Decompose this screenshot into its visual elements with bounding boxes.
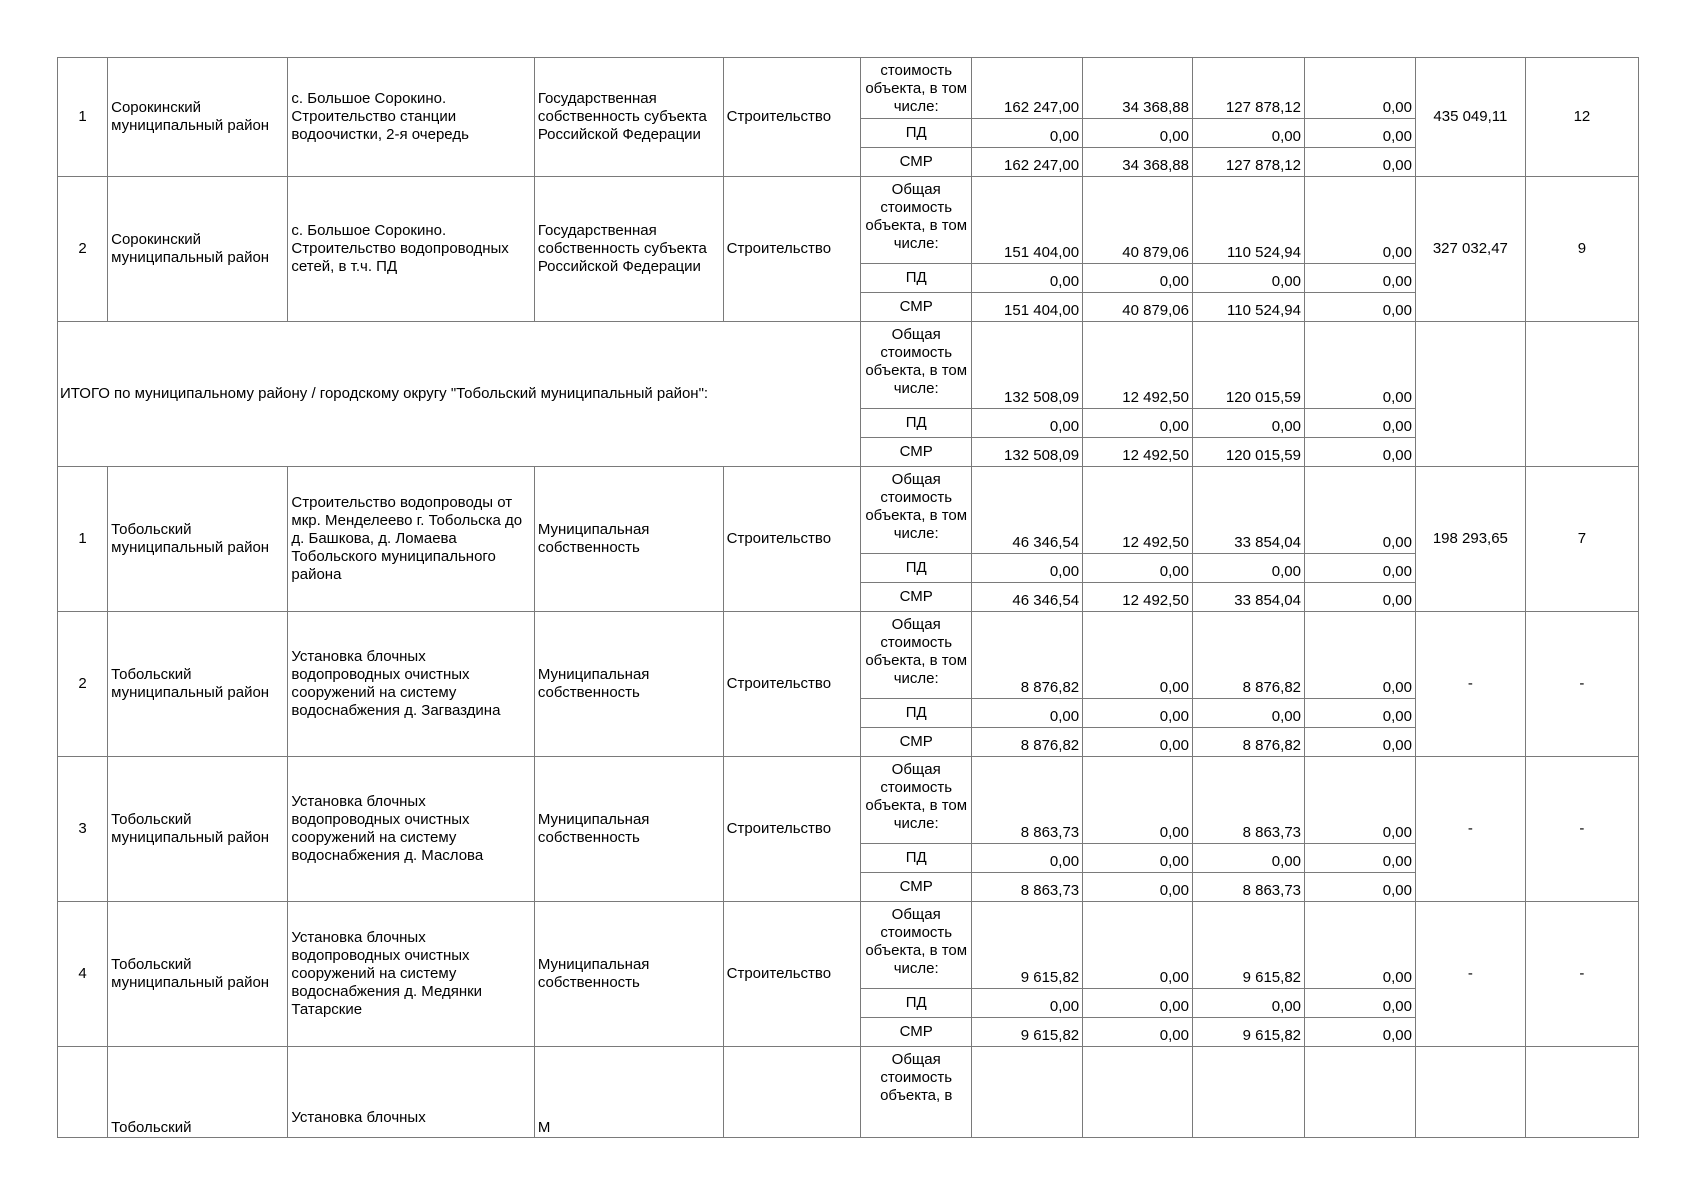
- total-cost-value: 0,00: [1305, 177, 1416, 264]
- pd-label: ПД: [861, 699, 972, 728]
- total-cost-value: 0,00: [1305, 757, 1416, 844]
- total-cost-label: стоимость объекта, в том числе:: [861, 58, 972, 119]
- work-type-cell: [723, 1047, 861, 1138]
- ownership-cell: Муниципальная собственность: [534, 467, 723, 612]
- row-number: 2: [58, 177, 108, 322]
- smr-label: СМР: [861, 438, 972, 467]
- empty-cell: [1083, 1047, 1193, 1138]
- table-body: [58, 58, 1639, 1138]
- total-cost-label: Общая стоимость объекта, в том числе:: [861, 467, 972, 554]
- work-type-cell: Строительство: [723, 467, 861, 612]
- total-cost-label: Общая стоимость объекта, в: [861, 1047, 972, 1138]
- table-row: [58, 612, 1639, 699]
- smr-value: 110 524,94: [1193, 293, 1305, 322]
- pd-value: 0,00: [1083, 699, 1193, 728]
- pd-label: ПД: [861, 409, 972, 438]
- ownership-cell: Государственная собственность субъекта Российской Федерации: [534, 58, 723, 177]
- empty-cell: [972, 1047, 1083, 1138]
- smr-value: 8 876,82: [1193, 728, 1305, 757]
- extra-value: 435 049,11: [1415, 58, 1525, 177]
- table-row: [58, 757, 1639, 844]
- extra-count: 12: [1525, 58, 1638, 177]
- smr-value: 12 492,50: [1083, 583, 1193, 612]
- total-cost-value: 0,00: [1083, 757, 1193, 844]
- table-row-partial: [58, 1047, 1639, 1138]
- total-cost-value: 8 863,73: [972, 757, 1083, 844]
- pd-value: 0,00: [972, 119, 1083, 148]
- pd-value: 0,00: [1083, 409, 1193, 438]
- total-cost-value: 8 863,73: [1193, 757, 1305, 844]
- total-cost-value: 12 492,50: [1083, 322, 1193, 409]
- pd-value: 0,00: [972, 844, 1083, 873]
- total-cost-value: 0,00: [1083, 902, 1193, 989]
- table-row: [58, 177, 1639, 264]
- total-cost-value: 132 508,09: [972, 322, 1083, 409]
- pd-value: 0,00: [1193, 989, 1305, 1018]
- smr-value: 12 492,50: [1083, 438, 1193, 467]
- pd-value: 0,00: [1305, 409, 1416, 438]
- ownership-cell: М: [534, 1047, 723, 1138]
- work-type-cell: Строительство: [723, 902, 861, 1047]
- extra-count: 9: [1525, 177, 1638, 322]
- pd-label: ПД: [861, 989, 972, 1018]
- smr-value: 8 863,73: [1193, 873, 1305, 902]
- smr-value: 46 346,54: [972, 583, 1083, 612]
- smr-value: 40 879,06: [1083, 293, 1193, 322]
- total-cost-value: 33 854,04: [1193, 467, 1305, 554]
- total-cost-value: 0,00: [1305, 902, 1416, 989]
- work-type-cell: Строительство: [723, 612, 861, 757]
- smr-label: СМР: [861, 583, 972, 612]
- total-cost-value: 0,00: [1083, 612, 1193, 699]
- pd-value: 0,00: [972, 989, 1083, 1018]
- pd-value: 0,00: [1193, 264, 1305, 293]
- total-cost-value: 8 876,82: [972, 612, 1083, 699]
- extra-count: -: [1525, 612, 1638, 757]
- extra-value: -: [1415, 612, 1525, 757]
- smr-label: СМР: [861, 873, 972, 902]
- smr-value: 0,00: [1083, 1018, 1193, 1047]
- pd-value: 0,00: [972, 554, 1083, 583]
- pd-value: 0,00: [1305, 989, 1416, 1018]
- table-row: [58, 902, 1639, 989]
- pd-value: 0,00: [972, 264, 1083, 293]
- district-cell: Сорокинский муниципальный район: [108, 58, 288, 177]
- object-cell: Установка блочных водопроводных очистных сооружений на систему водоснабжения д. Загваздина: [288, 612, 534, 757]
- pd-value: 0,00: [1305, 844, 1416, 873]
- total-cost-value: 120 015,59: [1193, 322, 1305, 409]
- total-cost-value: 40 879,06: [1083, 177, 1193, 264]
- smr-value: 8 876,82: [972, 728, 1083, 757]
- ownership-cell: Муниципальная собственность: [534, 612, 723, 757]
- total-cost-value: 0,00: [1305, 612, 1416, 699]
- table-row: [58, 467, 1639, 554]
- total-cost-value: 0,00: [1305, 322, 1416, 409]
- investment-table: [57, 57, 1639, 1138]
- pd-label: ПД: [861, 844, 972, 873]
- object-cell: Установка блочных: [288, 1047, 534, 1138]
- object-cell: Строительство водопроводы от мкр. Менделеево г. Тобольска до д. Башкова, д. Ломаева Тобольского муниципального района: [288, 467, 534, 612]
- total-cost-value: 127 878,12: [1193, 58, 1305, 119]
- pd-value: 0,00: [1193, 409, 1305, 438]
- pd-value: 0,00: [1305, 699, 1416, 728]
- total-cost-value: 110 524,94: [1193, 177, 1305, 264]
- district-cell: Тобольский муниципальный район: [108, 757, 288, 902]
- empty-cell: [1193, 1047, 1305, 1138]
- pd-value: 0,00: [1305, 554, 1416, 583]
- total-cost-value: 34 368,88: [1083, 58, 1193, 119]
- extra-value: -: [1415, 902, 1525, 1047]
- empty-cell: [1415, 1047, 1525, 1138]
- total-cost-value: 0,00: [1305, 467, 1416, 554]
- extra-value: 198 293,65: [1415, 467, 1525, 612]
- pd-value: 0,00: [972, 699, 1083, 728]
- total-cost-value: 8 876,82: [1193, 612, 1305, 699]
- smr-value: 0,00: [1305, 873, 1416, 902]
- pd-value: 0,00: [1193, 699, 1305, 728]
- document-sheet: [57, 57, 1639, 1144]
- extra-value: 327 032,47: [1415, 177, 1525, 322]
- smr-label: СМР: [861, 293, 972, 322]
- smr-label: СМР: [861, 728, 972, 757]
- extra-count: -: [1525, 757, 1638, 902]
- smr-value: 9 615,82: [1193, 1018, 1305, 1047]
- smr-label: СМР: [861, 1018, 972, 1047]
- object-cell: Установка блочных водопроводных очистных сооружений на систему водоснабжения д. Медянки Татарские: [288, 902, 534, 1047]
- total-cost-value: 0,00: [1305, 58, 1416, 119]
- pd-label: ПД: [861, 554, 972, 583]
- pd-value: 0,00: [1193, 554, 1305, 583]
- total-cost-value: 9 615,82: [972, 902, 1083, 989]
- empty-cell: [1305, 1047, 1416, 1138]
- pd-value: 0,00: [1193, 844, 1305, 873]
- pd-value: 0,00: [1305, 264, 1416, 293]
- object-cell: Установка блочных водопроводных очистных сооружений на систему водоснабжения д. Маслова: [288, 757, 534, 902]
- subtotal-label: ИТОГО по муниципальному району / городскому округу "Тобольский муниципальный район":: [58, 322, 861, 467]
- smr-value: 0,00: [1305, 438, 1416, 467]
- pd-value: 0,00: [1083, 554, 1193, 583]
- total-cost-value: 12 492,50: [1083, 467, 1193, 554]
- smr-label: СМР: [861, 148, 972, 177]
- ownership-cell: Муниципальная собственность: [534, 757, 723, 902]
- row-number: 4: [58, 902, 108, 1047]
- smr-value: 0,00: [1083, 873, 1193, 902]
- pd-value: 0,00: [1083, 989, 1193, 1018]
- total-cost-label: Общая стоимость объекта, в том числе:: [861, 902, 972, 989]
- work-type-cell: Строительство: [723, 58, 861, 177]
- district-cell: Сорокинский муниципальный район: [108, 177, 288, 322]
- empty-cell: [1525, 322, 1638, 467]
- smr-value: 9 615,82: [972, 1018, 1083, 1047]
- row-number: 1: [58, 467, 108, 612]
- pd-value: 0,00: [1305, 119, 1416, 148]
- object-cell: с. Большое Сорокино. Строительство водопроводных сетей, в т.ч. ПД: [288, 177, 534, 322]
- row-number: 2: [58, 612, 108, 757]
- row-number: 3: [58, 757, 108, 902]
- pd-value: 0,00: [1083, 264, 1193, 293]
- smr-value: 132 508,09: [972, 438, 1083, 467]
- smr-value: 151 404,00: [972, 293, 1083, 322]
- work-type-cell: Строительство: [723, 757, 861, 902]
- smr-value: 8 863,73: [972, 873, 1083, 902]
- total-cost-label: Общая стоимость объекта, в том числе:: [861, 757, 972, 844]
- total-cost-value: 46 346,54: [972, 467, 1083, 554]
- table-row: [58, 58, 1639, 119]
- district-cell: Тобольский муниципальный район: [108, 612, 288, 757]
- smr-value: 127 878,12: [1193, 148, 1305, 177]
- total-cost-label: Общая стоимость объекта, в том числе:: [861, 612, 972, 699]
- district-cell: Тобольский: [108, 1047, 288, 1138]
- pd-value: 0,00: [1083, 119, 1193, 148]
- smr-value: 162 247,00: [972, 148, 1083, 177]
- pd-label: ПД: [861, 119, 972, 148]
- smr-value: 0,00: [1305, 728, 1416, 757]
- district-cell: Тобольский муниципальный район: [108, 467, 288, 612]
- pd-value: 0,00: [1083, 844, 1193, 873]
- extra-value: -: [1415, 757, 1525, 902]
- smr-value: 0,00: [1305, 148, 1416, 177]
- total-cost-label: Общая стоимость объекта, в том числе:: [861, 322, 972, 409]
- object-cell: с. Большое Сорокино. Строительство станции водоочистки, 2-я очередь: [288, 58, 534, 177]
- total-cost-value: 9 615,82: [1193, 902, 1305, 989]
- row-number: [58, 1047, 108, 1138]
- district-cell: Тобольский муниципальный район: [108, 902, 288, 1047]
- smr-value: 0,00: [1083, 728, 1193, 757]
- total-cost-value: 162 247,00: [972, 58, 1083, 119]
- smr-value: 33 854,04: [1193, 583, 1305, 612]
- work-type-cell: Строительство: [723, 177, 861, 322]
- ownership-cell: Государственная собственность субъекта Российской Федерации: [534, 177, 723, 322]
- pd-value: 0,00: [1193, 119, 1305, 148]
- empty-cell: [1525, 1047, 1638, 1138]
- subtotal-row: [58, 322, 1639, 409]
- extra-count: 7: [1525, 467, 1638, 612]
- total-cost-label: Общая стоимость объекта, в том числе:: [861, 177, 972, 264]
- smr-value: 0,00: [1305, 583, 1416, 612]
- smr-value: 0,00: [1305, 1018, 1416, 1047]
- pd-value: 0,00: [972, 409, 1083, 438]
- empty-cell: [1415, 322, 1525, 467]
- row-number: 1: [58, 58, 108, 177]
- smr-value: 120 015,59: [1193, 438, 1305, 467]
- smr-value: 34 368,88: [1083, 148, 1193, 177]
- ownership-cell: Муниципальная собственность: [534, 902, 723, 1047]
- smr-value: 0,00: [1305, 293, 1416, 322]
- total-cost-value: 151 404,00: [972, 177, 1083, 264]
- extra-count: -: [1525, 902, 1638, 1047]
- pd-label: ПД: [861, 264, 972, 293]
